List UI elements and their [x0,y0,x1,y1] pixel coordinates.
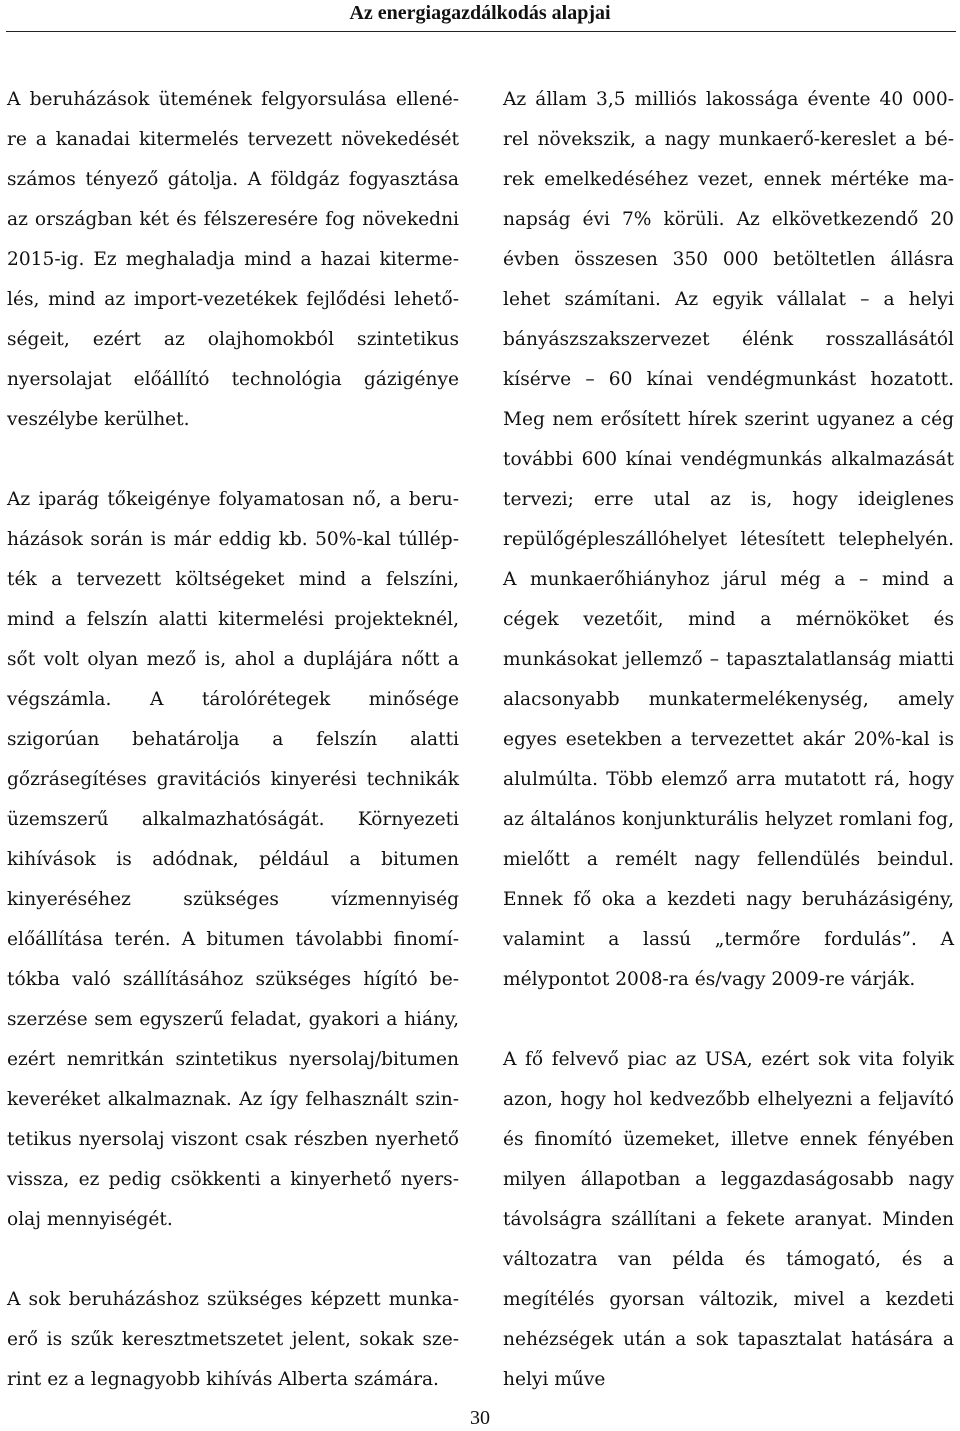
header-divider [6,31,956,32]
right-column [503,80,954,1400]
left-column [7,80,459,1400]
left-paragraph-3: A sok beruházáshoz szükséges képzett munkaerő is szűk keresztmetszetet jelent, sokak szerint ez a legnagyobb kihívás Alberta számára. [7,1289,459,1390]
running-header: Az energiagazdálkodás alapjai [349,2,611,24]
right-paragraph-1: Az állam 3,5 milliós lakossága évente 40 000-rel növekszik, a nagy munkaerő-kereslet a bérek emelkedéséhez vezet, ennek mértéke manapság évi 7% körüli. Az elkövetkezendő 20 évben összesen 350 000 betöltetlen állásra lehet számítani. Az egyik vállalat – a helyi bányászszakszervezet élénk rosszallásától kísérve – 60 kínai vendégmunkást hozatott. Meg nem erősített hírek szerint ugyanez a cég további 600 kínai vendégmunkás alkalmazását tervezi; erre utal az is, hogy ideiglenes repülőgépleszállóhelyet létesített telephelyén. A munkaerőhiányhoz járul még a – mind a cégek vezetőit, mind a mérnököket és munkásokat jellemző – tapasztalatlanság miatti alacsonyabb munkatermelékenység, amely egyes esetekben a tervezettet akár 20%-kal is alulmúlta. Több elemző arra mutatott rá, hogy az általános konjunkturális helyzet romlani fog, mielőtt a remélt nagy fellendülés beindul. Ennek fő oka a kezdeti nagy beruházásigény, valamint a lassú „termőre fordulás”. A mélypontot 2008-ra és/vagy 2009-re várják. [503,89,954,990]
left-paragraph-2: Az iparág tőkeigénye folyamatosan nő, a beruházások során is már eddig kb. 50%-kal túllépték a tervezett költségeket mind a felszíni, mind a felszín alatti kitermelési projekteknél, sőt volt olyan mező is, ahol a duplájára nőtt a végszámla. A tárolórétegek minősége szigorúan behatárolja a felszín alatti gőzrásegítéses gravitációs kinyerési technikák üzemszerű alkalmazhatóságát. Környezeti kihívások is adódnak, például a bitumen kinyeréséhez szükséges vízmennyiség előállítása terén. A bitumen távolabbi finomítókba való szállításához szükséges hígító beszerzése sem egyszerű feladat, gyakori a hiány, ezért nemritkán szintetikus nyersolaj/bitumen keveréket alkalmaznak. Az így felhasznált szintetikus nyersolaj viszont csak részben nyerhető vissza, ez pedig csökkenti a kinyerhető nyersolaj mennyiségét. [7,489,459,1230]
right-paragraph-2: A fő felvevő piac az USA, ezért sok vita folyik azon, hogy hol kedvezőbb elhelyezni a feljavító és finomító üzemeket, illetve ennek fényében milyen állapotban a leggazdaságosabb nagy távolságra szállítani a fekete aranyat. Minden változatra van példa és támogató, és a megítélés gyorsan változik, mivel a kezdeti nehézségek után a sok tapasztalat hatására a helyi műve [503,1049,954,1390]
page-number: 30 [470,1407,490,1429]
left-paragraph-1: A beruházások ütemének felgyorsulása ellenére a kanadai kitermelés tervezett növekedését számos tényező gátolja. A földgáz fogyasztása az országban két és félszeresére fog növekedni 2015-ig. Ez meghaladja mind a hazai kitermelés, mind az import-vezetékek fejlődési lehetőségeit, ezért az olajhomokból szintetikus nyersolajat előállító technológia gázigénye veszélybe kerülhet. [7,89,459,430]
